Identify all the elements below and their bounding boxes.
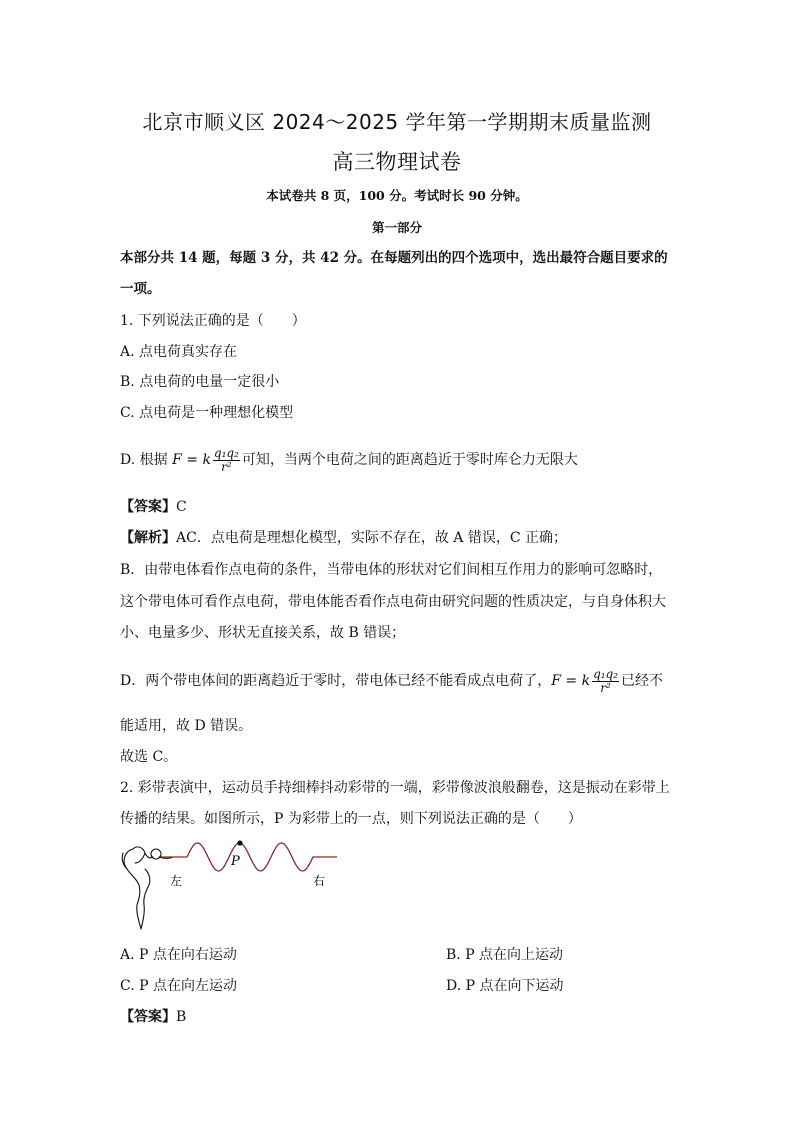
q2-options-row-2 (120, 976, 680, 996)
exam-title: 北京市顺义区 2024～2025 学年第一学期期末质量监测 (142, 110, 652, 134)
fraction-denominator-2: r² (600, 680, 611, 695)
part-heading: 第一部分 (371, 220, 422, 235)
ribbon-wave-figure (115, 835, 345, 935)
left-label: 左 (170, 874, 183, 888)
ribbon-line (161, 843, 337, 871)
q1-answer (120, 497, 680, 517)
instructions-line-2: 一项。 (120, 281, 161, 297)
coulomb-fraction (213, 447, 240, 474)
q2-options-row-1 (120, 945, 680, 965)
answer-value-2: B (176, 1009, 187, 1025)
exam-info: 本试卷共 8 页，100 分。考试时长 90 分钟。 (266, 188, 528, 203)
q1-option-d (120, 444, 680, 476)
answer-value: C (176, 499, 187, 515)
q2-stem-1: 2. 彩带表演中，运动员手持细棒抖动彩带的一端，彩带像波浪般翻卷，这是振动在彩带上 (120, 780, 670, 796)
q1-option-d-suffix: 可知，当两个电荷之间的距离趋近于零时库仑力无限大 (241, 452, 578, 468)
q1-conclusion: 故选 C。 (120, 749, 178, 765)
exam-subtitle: 高三物理试卷 (332, 150, 462, 174)
q1-analysis-5 (120, 665, 680, 697)
fraction-numerator: q₁q₂ (213, 445, 239, 460)
q1-option-a: A. 点电荷真实存在 (120, 344, 238, 360)
point-p-marker (237, 840, 242, 845)
formula-left-2: F = k (551, 673, 591, 689)
q2-stem-2: 传播的结果。如图所示，P 为彩带上的一点，则下列说法正确的是（ ） (120, 811, 582, 827)
q1-option-b: B. 点电荷的电量一定很小 (120, 374, 280, 390)
q1-analysis-3: 这个带电体可看作点电荷，带电体能否看作点电荷由研究问题的性质决定，与自身体积大 (120, 594, 666, 610)
analysis-5-prefix: D．两个带电体间的距离趋近于零时，带电体已经不能看成点电荷了， (120, 673, 552, 689)
q2-option-d: D. P 点在向下运动 (446, 978, 564, 994)
answer-tag: 【答案】 (120, 499, 176, 515)
analysis-text: AC．点电荷是理想化模型，实际不存在，故 A 错误，C 正确； (176, 530, 567, 546)
instructions-line-1: 本部分共 14 题，每题 3 分，共 42 分。在每题列出的四个选项中，选出最符合题目要求的 (120, 250, 668, 266)
q1-stem: 1. 下列说法正确的是（ ） (120, 313, 306, 329)
right-label: 右 (313, 874, 326, 888)
q1-analysis-4: 小、电量多少、形状无直接关系，故 B 错误； (120, 625, 406, 641)
q1-analysis-6: 能适用，故 D 错误。 (120, 718, 253, 734)
dancer-figure (122, 847, 173, 929)
q1-option-d-prefix: D. 根据 (120, 452, 168, 468)
point-p-label: P (231, 854, 240, 869)
formula-left: F = k (172, 452, 211, 468)
q2-option-b: B. P 点在向上运动 (446, 947, 564, 963)
analysis-5-suffix: 已经不 (621, 673, 664, 689)
q2-answer (120, 1007, 680, 1027)
coulomb-fraction-2 (592, 668, 619, 695)
q2-option-c: C. P 点在向左运动 (120, 978, 237, 994)
q1-analysis-2: B．由带电体看作点电荷的条件，当带电体的形状对它们间相互作用力的影响可忽略时， (120, 562, 663, 578)
q1-analysis-1 (120, 528, 680, 548)
fraction-denominator: r² (221, 459, 232, 474)
analysis-tag: 【解析】 (120, 530, 176, 546)
fraction-numerator-2: q₁q₂ (593, 666, 619, 681)
q2-option-a: A. P 点在向右运动 (120, 947, 237, 963)
answer-tag-2: 【答案】 (120, 1009, 176, 1025)
q1-option-c: C. 点电荷是一种理想化模型 (120, 405, 294, 421)
